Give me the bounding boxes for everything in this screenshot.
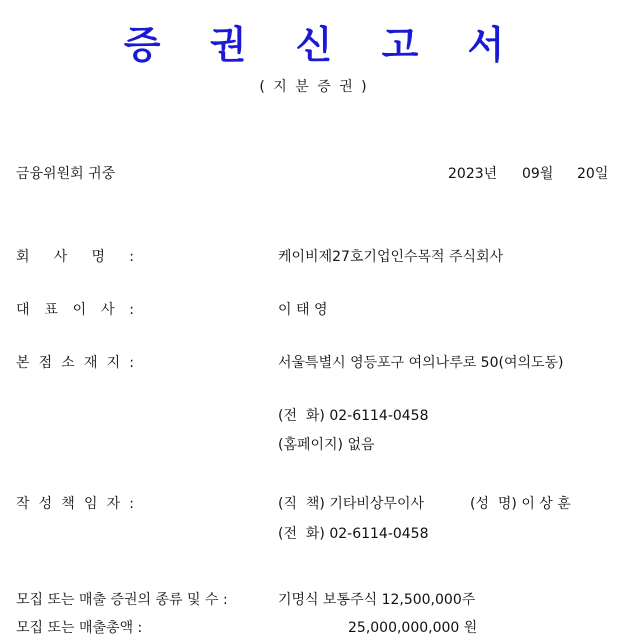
responsible-phone: (전 화) 02-6114-0458 [278, 526, 429, 542]
responsible-name: (성 명) 이 상 훈 [470, 496, 571, 512]
offering-total-value: 25,000,000,000 원 [348, 620, 478, 636]
date-year: 2023년 [448, 166, 498, 182]
responsible-position: (직 책) 기타비상무이사 [278, 496, 424, 512]
offering-type-label: 모집 또는 매출 증권의 종류 및 수 : [16, 592, 228, 608]
responsible-label: 작 성 책 임 자 : [16, 496, 134, 512]
document-subtitle: ( 지 분 증 권 ) [259, 79, 369, 95]
ceo-value: 이 태 영 [278, 302, 328, 318]
recipient: 금융위원회 귀중 [16, 166, 116, 182]
hq-homepage: (홈페이지) 없음 [278, 437, 375, 453]
hq-phone: (전 화) 02-6114-0458 [278, 408, 429, 424]
hq-address: 서울특별시 영등포구 여의나루로 50(여의도동) [278, 355, 564, 371]
ceo-label: 대 표 이 사 : [16, 302, 134, 318]
company-name-value: 케이비제27호기업인수목적 주식회사 [278, 249, 504, 265]
date-day: 20일 [577, 166, 609, 182]
hq-label: 본 점 소 재 지 : [16, 355, 134, 371]
company-name-label: 회 사 명 : [16, 249, 134, 265]
document-title: 증 권 신 고 서 [123, 22, 523, 67]
date-month: 09월 [522, 166, 554, 182]
offering-type-value: 기명식 보통주식 12,500,000주 [278, 592, 476, 608]
offering-total-label: 모집 또는 매출총액 : [16, 620, 143, 636]
